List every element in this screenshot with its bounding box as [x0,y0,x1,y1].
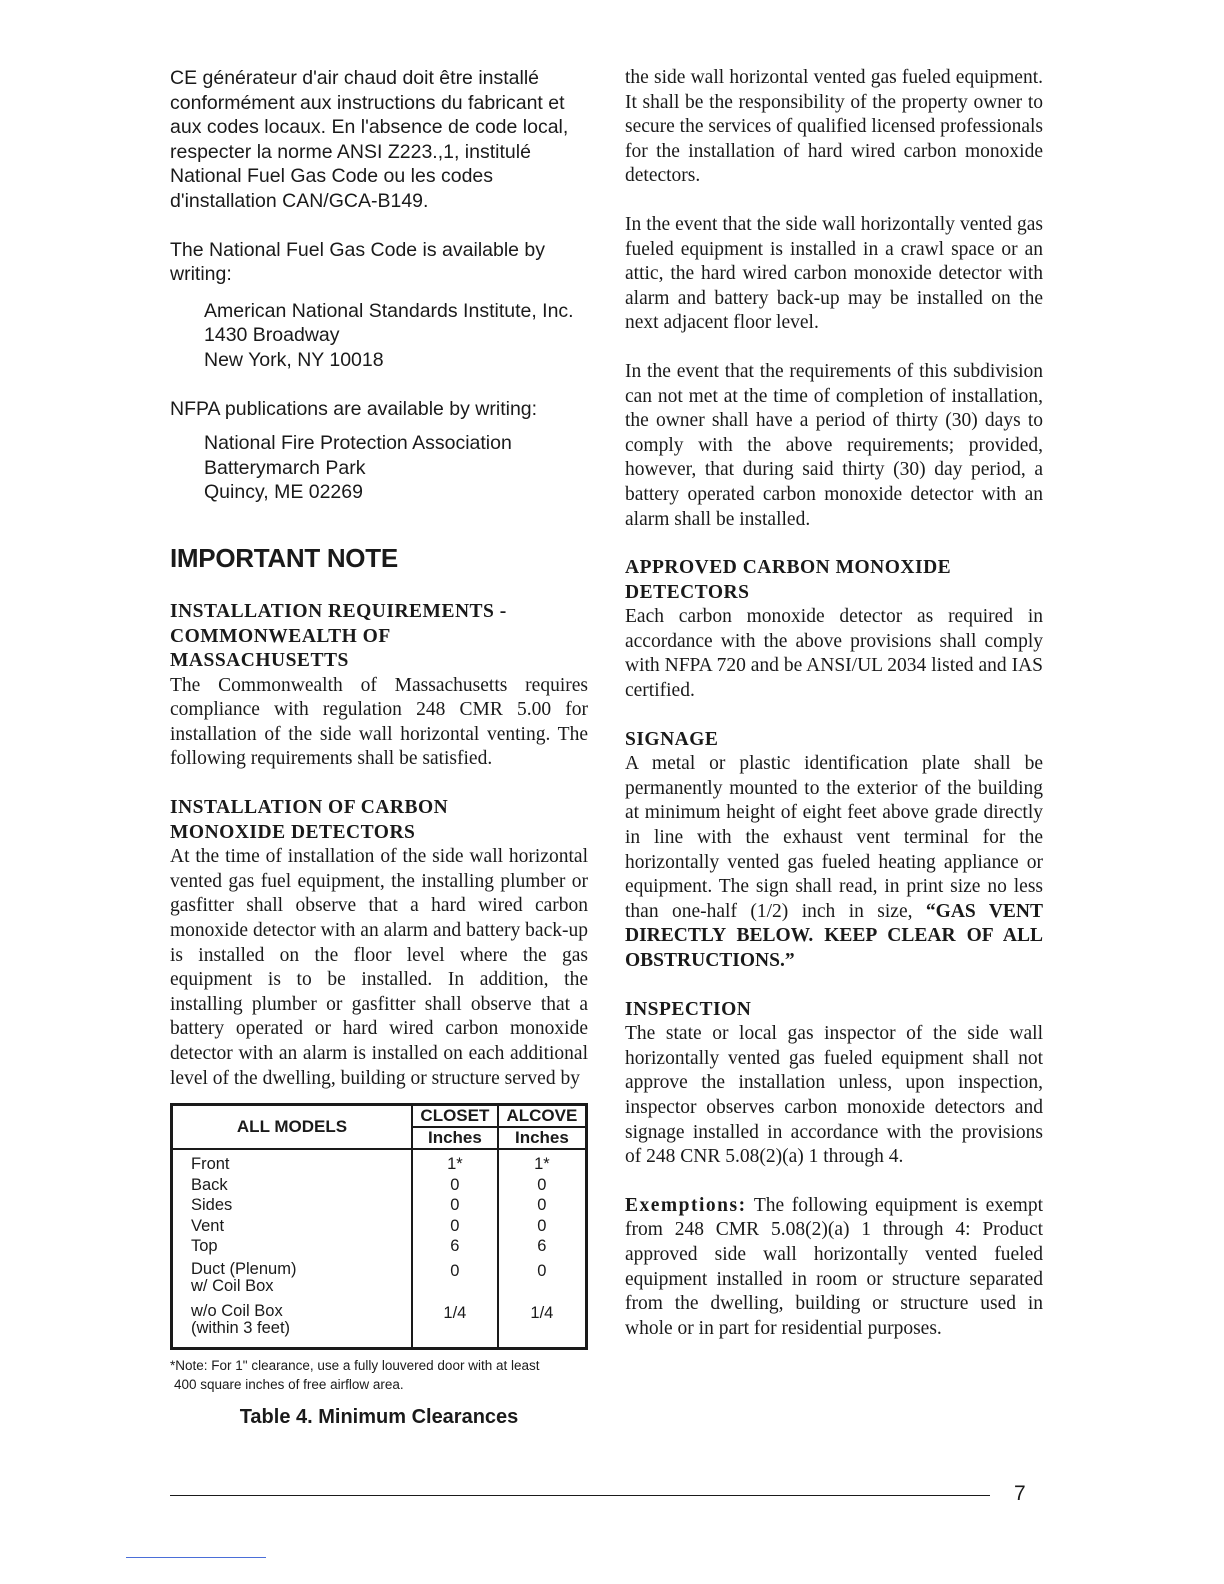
row-label: Sides [172,1195,413,1216]
heading-line: INSTALLATION OF CARBON [170,797,449,819]
table-row [172,1236,587,1257]
table-row [172,1257,587,1295]
left-column [170,66,588,1429]
alcove-value: 1* [498,1149,587,1175]
row-label [172,1295,413,1349]
row-label [172,1257,413,1295]
alcove-value: 0 [498,1175,587,1196]
alcove-value: 1/4 [498,1295,587,1349]
heading-line: DETECTORS [625,581,750,603]
table-row [172,1216,587,1237]
nfgc-intro: The National Fuel Gas Code is available by writing: [170,238,546,286]
address-line: 1430 Broadway [204,324,340,347]
row-label: Back [172,1175,413,1196]
ansi-address [170,299,588,373]
heading-line: MASSACHUSETTS [170,650,349,672]
row-label-line: Duct (Plenum) [191,1259,297,1278]
header-all-models: ALL MODELS [172,1105,413,1150]
header-alcove-label: ALCOVE [499,1106,585,1128]
header-alcove [498,1105,587,1150]
right-column [625,66,1043,1341]
co-detectors-body: At the time of installation of the side wall horizontal vented gas fuel equipment, the installing plumber or gasfitter shall observe that a hard wired carbon monoxide detector with an alarm and battery back-up is installed on the floor level where the gas equipment is to be installed. In addition, the installing plumber or gasfitter shall observe that a battery operated or hard wired carbon monoxide detector with an alarm is installed on each additional level of the dwelling, building or structure served by [170,846,588,1089]
closet-value: 0 [412,1195,498,1216]
nfpa-address [170,431,588,505]
table-row [172,1175,587,1196]
address-line: Quincy, ME 02269 [204,481,363,504]
signage-text: A metal or plastic identification plate shall be permanently mounted to the exterior of the building at minimum height of eight feet above grade directly in line with the exhaust vent terminal for the horizontally vented gas fueled heating appliance or equipment. The sign shall read, in print size no less than one-half (1/2) inch in size, [625,753,1043,922]
heading-line: INSTALLATION REQUIREMENTS - [170,600,507,622]
important-note-heading: IMPORTANT NOTE [170,542,398,573]
install-req-body: The Commonwealth of Massachusetts requires compliance with regulation 248 CMR 5.00 for installation of the side wall horizontal venting. The following requirements shall be satisfied. [170,674,588,770]
row-label: Front [172,1149,413,1175]
approved-detectors-body: Each carbon monoxide detector as required in accordance with the above provisions shall comply with NFPA 720 and be ANSI/UL 2034 listed and IAS certified. [625,606,1043,702]
heading-line: MONOXIDE DETECTORS [170,821,416,843]
row-label-line: w/o Coil Box [191,1301,283,1320]
table-caption: Table 4. Minimum Clearances [239,1405,519,1428]
signage-body [625,752,1043,973]
approved-detectors-heading [625,556,1043,605]
closet-value: 6 [412,1236,498,1257]
address-line: New York, NY 10018 [204,348,384,371]
signage-heading: SIGNAGE [625,728,719,750]
inspection-heading: INSPECTION [625,998,752,1020]
nfpa-intro: NFPA publications are available by writing: [170,397,538,420]
crawl-space-paragraph: In the event that the side wall horizontally vented gas fueled equipment is installed in a crawl space or an attic, the hard wired carbon monoxide detector with alarm and battery back-up may be installed on the next adjacent floor level. [625,213,1043,334]
install-req-heading [170,600,588,674]
alcove-value: 6 [498,1236,587,1257]
closet-value: 0 [412,1216,498,1237]
header-closet-unit: Inches [427,1128,482,1148]
page-number: 7 [1014,1482,1026,1505]
closet-value: 1/4 [412,1295,498,1349]
closet-value: 1* [412,1149,498,1175]
footer-rule [170,1495,990,1496]
inspection-body: The state or local gas inspector of the side wall horizontally vented gas fueled equipment shall not approve the installation unless, upon inspection, inspector observes carbon monoxide detectors and signage installed in accordance with the provisions of 248 CNR 5.08(2)(a) 1 through 4. [625,1023,1043,1168]
row-label-line: (within 3 feet) [191,1318,291,1337]
heading-line: APPROVED CARBON MONOXIDE [625,557,952,579]
french-paragraph: CE générateur d'air chaud doit être installé conformément aux instructions du fabricant et aux codes locaux. En l'absence de code local, respecter la norme ANSI Z223.,1, institulé National Fuel Gas Code ou les codes d'installation CAN/GCA-B149. [170,67,569,212]
note-line: 400 square inches of free airflow area. [174,1376,404,1392]
row-label-line: w/ Coil Box [191,1276,274,1295]
header-closet [412,1105,498,1150]
table-note [170,1356,588,1394]
table-row [172,1149,587,1175]
signage-quote: “GAS VENT DIRECTLY BELOW. KEEP CLEAR OF ALL OBSTRUCTIONS.” [625,900,1043,971]
co-detectors-heading [170,796,588,845]
header-closet-label: CLOSET [413,1106,497,1128]
closet-value: 0 [412,1257,498,1295]
address-line: Batterymarch Park [204,456,366,479]
address-line: American National Standards Institute, Inc. [204,299,574,322]
alcove-value: 0 [498,1195,587,1216]
continued-paragraph: the side wall horizontal vented gas fueled equipment. It shall be the responsibility of the property owner to secure the services of qualified licensed professionals for the installation of hard wired carbon monoxide detectors. [625,67,1044,187]
clearances-table [170,1103,588,1350]
alcove-value: 0 [498,1257,587,1295]
exemptions-label: Exemptions: [625,1194,747,1216]
exemptions-text: The following equipment is exempt from 248 CMR 5.08(2)(a) 1 through 4: Product approved side wall horizontally vented fueled equipment installed in room or structure separated from the dwelling, building or structure used in whole or in part for residential purposes. [625,1194,1043,1339]
closet-value: 0 [412,1175,498,1196]
address-line: National Fire Protection Association [204,432,512,455]
table-row [172,1195,587,1216]
alcove-value: 0 [498,1216,587,1237]
row-label: Vent [172,1216,413,1237]
table-row [172,1295,587,1349]
note-line: *Note: For 1" clearance, use a fully louvered door with at least [170,1357,540,1373]
subdivision-paragraph: In the event that the requirements of this subdivision can not met at the time of completion of installation, the owner shall have a period of thirty (30) days to comply with the above requirements; provided, however, that during said thirty (30) day period, a battery operated carbon monoxide detector with an alarm shall be installed. [625,360,1043,530]
heading-line: COMMONWEALTH OF [170,625,391,647]
row-label: Top [172,1236,413,1257]
header-alcove-unit: Inches [514,1128,569,1148]
footer-blue-line [126,1557,266,1558]
exemptions-paragraph [625,1194,1043,1342]
